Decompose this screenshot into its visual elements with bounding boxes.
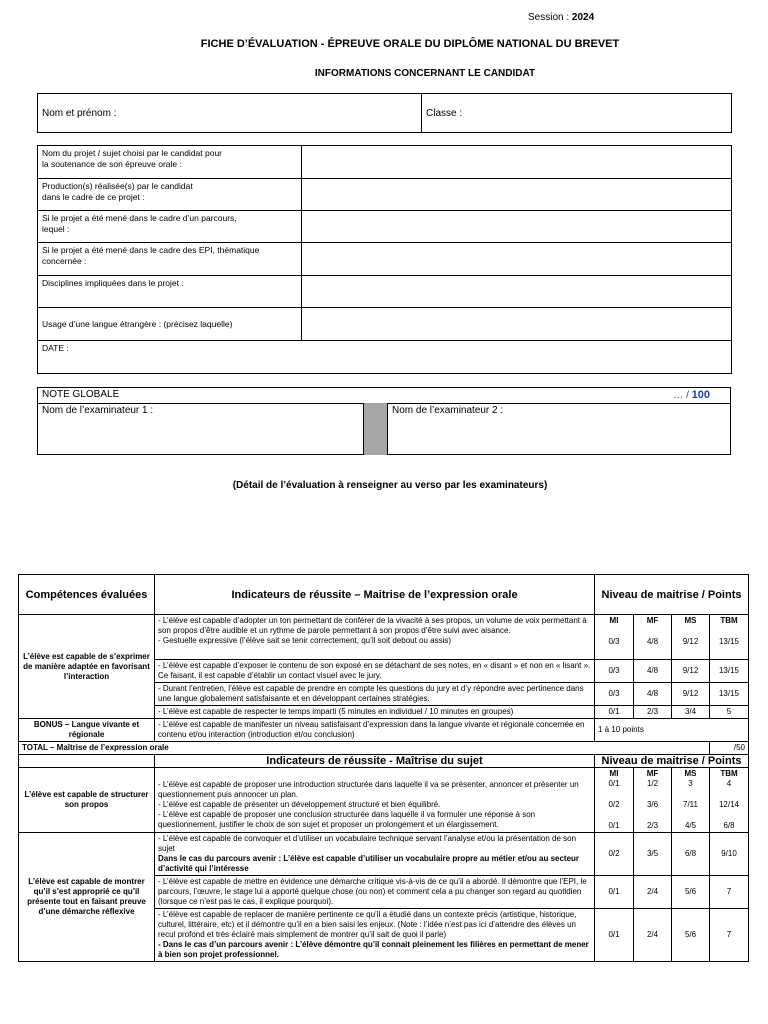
table-row: L’élève est capable de structurer son propos - L’élève est capable de proposer une introduction structurée dans laquelle il va se présenter, annoncer et présenter un questionnement puis annoncer un plan. - L’élève est capable de présenter un développement structuré et bien équilibré. - L’élève est capable de proposer une conclusion structurée dans laquelle il va formuler une réponse à son questionnement, justifier le choix de son sujet et proposer un prolongement et un élargissement. MI 0/1 0/2 0/1 MF 1/2 3/6 2/3 MS 3 7/11 4/5 TBM 4 12/14 6/8 [19,768,749,833]
evaluation-grid [18,574,749,962]
name-label: Nom et prénom : [42,107,117,119]
table-row [38,146,732,179]
table-row: L’élève est capable de montrer qu’il s’est approprié ce qu’il présente tout en faisant preuve d’une démarche réflexive - L’élève est capable de convoquer et d’utiliser un vocabulaire technique servant l’analyse et/ou la présentation de son sujet Dans le cas du parcours avenir : L’élève est capable d’utiliser un vocabulaire propre au métier et/ou au secteur d’activité qui l’intéresse 0/2 3/5 6/8 9/10 [19,833,749,876]
class-field[interactable] [422,94,732,133]
note-globale-box [37,387,731,455]
separator [363,403,388,455]
indicator: - L’élève est capable de respecter le temps imparti (5 minutes en individuel / 10 minutes en groupes) [155,706,595,719]
indicator: - L’élève est capable de convoquer et d’utiliser un vocabulaire technique servant l’analyse et/ou la présentation de son sujet Dans le cas du parcours avenir : L’élève est capable d’utiliser un vocabulaire propre au métier et/ou au secteur d’activité qui l’intéresse [155,833,595,876]
class-label: Classe : [426,107,463,119]
project-table [37,145,732,374]
row-label: Si le projet a été mené dans le cadre des EPI, thématique concernée : [38,243,302,276]
date-label: DATE : [42,343,69,353]
table-row [38,179,732,211]
indicator: - L’élève est capable de mettre en évidence une démarche critique vis-à-vis de ce qu’il a abordé. Il démontre que l’EPI, le parcours, l’œuvre, le stage lui a apporté quelque chose (ou non) et comment cela a pu changer son regard au quotidien (lorsque ce n’est pas le cas, il explique pourquoi). [155,876,595,909]
candidate-table [37,93,732,133]
session-year: 2024 [571,12,595,23]
table-row: - Durant l’entretien, l’élève est capable de prendre en compte les questions du jury et d’y répondre avec pertinence dans une langue globalement satisfaisante et en développant certaines stratégies. 0/3 4/8 9/12 13/15 [19,683,749,706]
header-level: Niveau de maitrise / Points [595,575,749,615]
table-row: - L’élève est capable de mettre en évidence une démarche critique vis-à-vis de ce qu’il a abordé. Il démontre que l’EPI, le parcours, l’œuvre, le stage lui a apporté quelque chose (ou non) et comment cela a pu changer son regard au quotidien (lorsque ce n’est pas le cas, il explique pourquoi). 0/1 2/4 5/6 7 [19,876,749,909]
examiner2-label: Nom de l’examinateur 2 : [392,405,504,416]
row-value-field[interactable] [302,146,732,179]
header-indicators-oral: Indicateurs de réussite – Maitrise de l’expression orale [155,575,595,615]
table-row [19,719,749,742]
note-label: NOTE GLOBALE [42,389,120,400]
structure-competence: L’élève est capable de structurer son propos [19,768,155,833]
row-label: Usage d’une langue étrangère : (précisez laquelle) [38,308,302,341]
indicator: - L’élève est capable de proposer une introduction structurée dans laquelle il va se présenter, annoncer et présenter un questionnement puis annoncer un plan. - L’élève est capable de présenter un développement structuré et bien équilibré. - L’élève est capable de proposer une conclusion structurée dans laquelle il va formuler une réponse à son questionnement, justifier le choix de son sujet et proposer un prolongement et un élargissement. [155,768,595,833]
row-label: Si le projet a été mené dans le cadre d’un parcours, lequel : [38,211,302,243]
row-label: Nom du projet / sujet choisi par le candidat pour la soutenance de son épreuve orale : [38,146,302,179]
date-field[interactable] [38,341,732,374]
table-row: - L’élève est capable de replacer de manière pertinente ce qu’il a étudié dans un contexte précis (artistique, historique, culturel, littéraire, etc) et il démontre qu’il en a bien saisi les enjeux. (Note : l’idée n’est pas ici d’attendre des élèves un recul profond et très éclairé mais simplement de montrer qu’il sait de quoi il parle) - Dans le cas d’un parcours avenir : L’élève démontre qu’il connait pleinement les filières en permettant de mener à bien son projet professionnel. 0/1 2/4 5/6 7 [19,909,749,962]
examiner1-label: Nom de l’examinateur 1 : [42,405,154,416]
row-label: Production(s) réalisée(s) par le candidat dans le cadre de ce projet : [38,179,302,211]
header-indicators-subject: Indicateurs de réussite - Maîtrise du sujet [155,755,595,768]
indicator: - L’élève est capable d’exposer le contenu de son exposé en se détachant de ses notes, en « disant » et non en « lisant ». Ce faisant, il est capable d’établir un contact visuel avec le jury. [155,660,595,683]
indicator: - L’élève est capable de manifester un niveau satisfaisant d’expression dans la langue vivante et régionale concernée en contenu et/ou interaction (introduction et/ou conclusion) [155,719,595,742]
table-row: - L’élève est capable de respecter le temps imparti (5 minutes en individuel / 10 minutes en groupes) 0/1 2/3 3/4 5 [19,706,749,719]
table-row [19,742,749,755]
header-competences: Compétences évaluées [19,575,155,615]
name-field[interactable] [38,94,422,133]
table-row [38,308,732,341]
note-score: … / 100 [673,389,710,401]
table-row [38,341,732,374]
row-value-field[interactable] [302,243,732,276]
total-oral-max[interactable]: /50 [710,742,749,755]
row-value-field[interactable] [302,179,732,211]
indicator: - L’élève est capable de replacer de manière pertinente ce qu’il a étudié dans un contexte précis (artistique, historique, culturel, littéraire, etc) et il démontre qu’il en a bien saisi les enjeux. (Note : l’idée n’est pas ici d’attendre des élèves un recul profond et très éclairé mais simplement de montrer qu’il sait de quoi il parle) - Dans le cas d’un parcours avenir : L’élève démontre qu’il connait pleinement les filières en permettant de mener à bien son projet professionnel. [155,909,595,962]
page-subtitle: INFORMATIONS CONCERNANT LE CANDIDAT [314,68,536,79]
indicator: - Durant l’entretien, l’élève est capable de prendre en compte les questions du jury et d’y répondre avec pertinence dans une langue globalement satisfaisante et en développant certaines stratégies. [155,683,595,706]
indicator: - L’élève est capable d’adopter un ton permettant de conférer de la vivacité à ses propos, un volume de voix permettant à son propos d’être audible et un rythme de parole permettant à son propos d’être suivi avec aisance. - Gestuelle expressive (l’élève sait se tenir correctement, qu’il soit debout ou assis) [155,615,595,660]
table-row: - L’élève est capable d’exposer le contenu de son exposé en se détachant de ses notes, en « disant » et non en « lisant ». Ce faisant, il est capable d’établir un contact visuel avec le jury. 0/3 4/8 9/12 13/15 [19,660,749,683]
table-row [38,243,732,276]
bonus-points[interactable]: 1 à 10 points [595,719,749,742]
appropriation-competence: L’élève est capable de montrer qu’il s’est approprié ce qu’il présente tout en faisant preuve d’une démarche réflexive [19,833,155,962]
bonus-competence: BONUS – Langue vivante et régionale [19,719,155,742]
row-value-field[interactable] [302,276,732,308]
table-row [38,276,732,308]
row-label: Disciplines impliquées dans le projet : [38,276,302,308]
row-value-field[interactable] [302,308,732,341]
header-level-2: Niveau de maitrise / Points [595,755,749,768]
table-row [38,211,732,243]
table-row: L’élève est capable de s’exprimer de manière adaptée en favorisant l’interaction - L’élève est capable d’adopter un ton permettant de conférer de la vivacité à ses propos, un volume de voix permettant à son propos d’être audible et un rythme de parole permettant à son propos d’être suivi avec aisance. - Gestuelle expressive (l’élève sait se tenir correctement, qu’il soit debout ou assis) MI 0/3 MF 4/8 MS 9/12 TBM 13/15 [19,615,749,660]
row-value-field[interactable] [302,211,732,243]
session [528,12,594,23]
detail-note: (Détail de l’évaluation à renseigner au verso par les examinateurs) [232,480,548,491]
page-title: FICHE D’ÉVALUATION - ÉPREUVE ORALE DU DIPLÔME NATIONAL DU BREVET [200,38,620,50]
session-label: Session : [528,12,570,23]
total-oral-label: TOTAL – Maîtrise de l’expression orale [19,742,710,755]
oral-competence: L’élève est capable de s’exprimer de manière adaptée en favorisant l’interaction [19,615,155,719]
